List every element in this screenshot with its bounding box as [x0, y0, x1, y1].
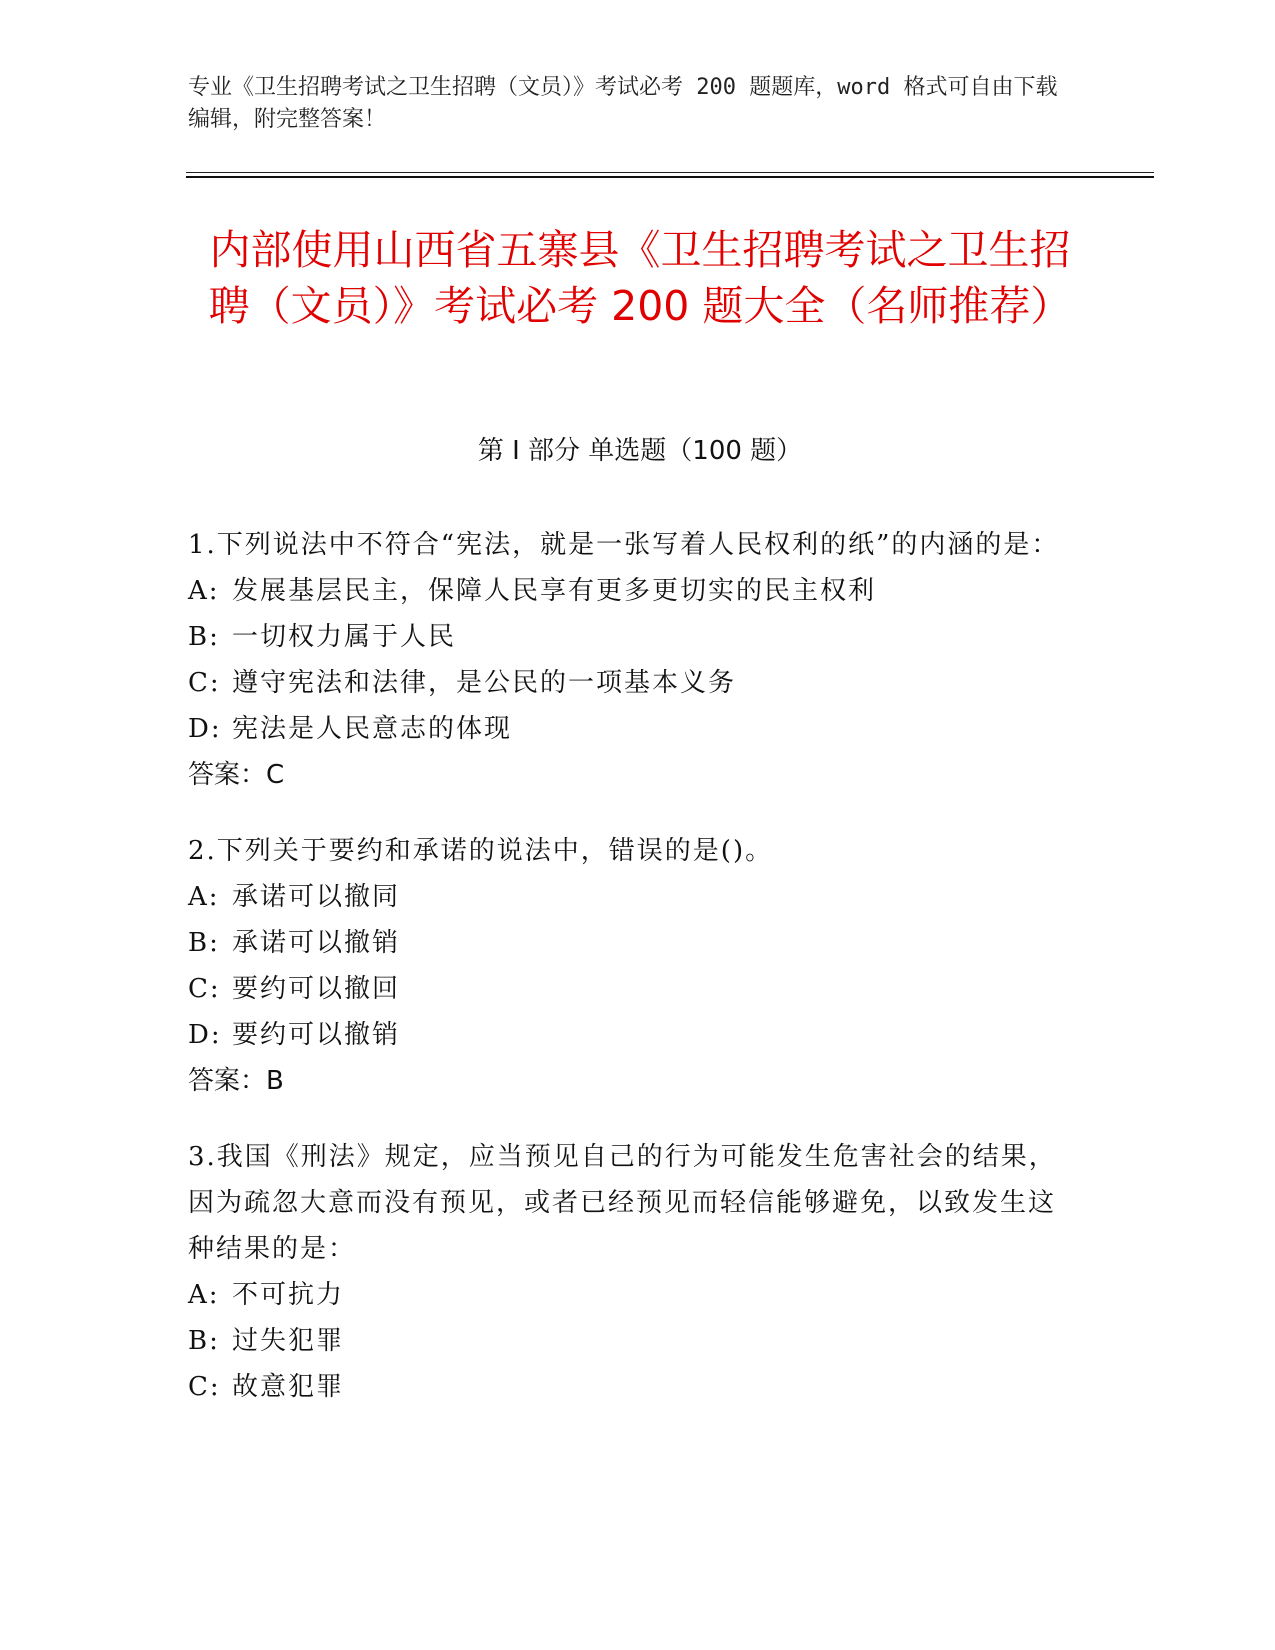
- option-c: [188, 966, 1068, 1012]
- header-divider-thin: [186, 172, 1154, 173]
- answer-line: 答案：C: [188, 760, 285, 790]
- option-a: [188, 1272, 1068, 1318]
- question-list: [188, 522, 1068, 1440]
- option-c: [188, 1364, 1068, 1410]
- section-title: 第 I 部分 单选题（100 题）: [477, 436, 803, 466]
- option-text: 一切权力属于人民: [232, 622, 457, 652]
- option-text: 遵守宪法和法律，是公民的一项基本义务: [232, 668, 737, 698]
- option-text: 过失犯罪: [232, 1326, 345, 1356]
- option-d: [188, 706, 1068, 752]
- option-text: 要约可以撤回: [232, 974, 401, 1004]
- question-item: [188, 522, 1068, 798]
- option-key: C:: [188, 974, 221, 1004]
- option-b: [188, 1318, 1068, 1364]
- question-item: [188, 828, 1068, 1104]
- option-key: B:: [188, 622, 220, 652]
- option-a: [188, 874, 1068, 920]
- option-key: A:: [188, 1280, 220, 1310]
- question-item: [188, 1134, 1068, 1410]
- option-text: 要约可以撤销: [232, 1020, 401, 1050]
- option-b: [188, 614, 1068, 660]
- option-b: [188, 920, 1068, 966]
- option-key: A:: [188, 576, 220, 606]
- answer-line: 答案：B: [188, 1066, 284, 1096]
- option-key: A:: [188, 882, 220, 912]
- header-note: 专业《卫生招聘考试之卫生招聘（文员）》考试必考 200 题题库，word 格式可自由下载编辑，附完整答案！: [188, 75, 1058, 132]
- option-a: [188, 568, 1068, 614]
- question-stem: 2.下列关于要约和承诺的说法中，错误的是()。: [188, 836, 774, 866]
- document-title: 内部使用山西省五寨县《卫生招聘考试之卫生招聘（文员）》考试必考 200 题大全（名师推荐）: [208, 226, 1072, 330]
- option-text: 发展基层民主，保障人民享有更多更切实的民主权利: [232, 576, 877, 606]
- option-d: [188, 1012, 1068, 1058]
- question-stem: 3.我国《刑法》规定，应当预见自己的行为可能发生危害社会的结果，因为疏忽大意而没有预见，或者已经预见而轻信能够避免，以致发生这种结果的是：: [188, 1142, 1057, 1264]
- option-text: 宪法是人民意志的体现: [232, 714, 513, 744]
- option-text: 承诺可以撤销: [232, 928, 401, 958]
- option-key: B:: [188, 1326, 220, 1356]
- option-key: C:: [188, 668, 221, 698]
- option-key: D:: [188, 714, 222, 744]
- option-key: D:: [188, 1020, 222, 1050]
- option-text: 故意犯罪: [232, 1372, 345, 1402]
- option-key: C:: [188, 1372, 221, 1402]
- header-divider-thick: [186, 176, 1154, 178]
- option-text: 承诺可以撤同: [232, 882, 401, 912]
- question-stem: 1.下列说法中不符合“宪法，就是一张写着人民权利的纸”的内涵的是：: [188, 530, 1060, 560]
- option-c: [188, 660, 1068, 706]
- option-text: 不可抗力: [232, 1280, 345, 1310]
- option-key: B:: [188, 928, 220, 958]
